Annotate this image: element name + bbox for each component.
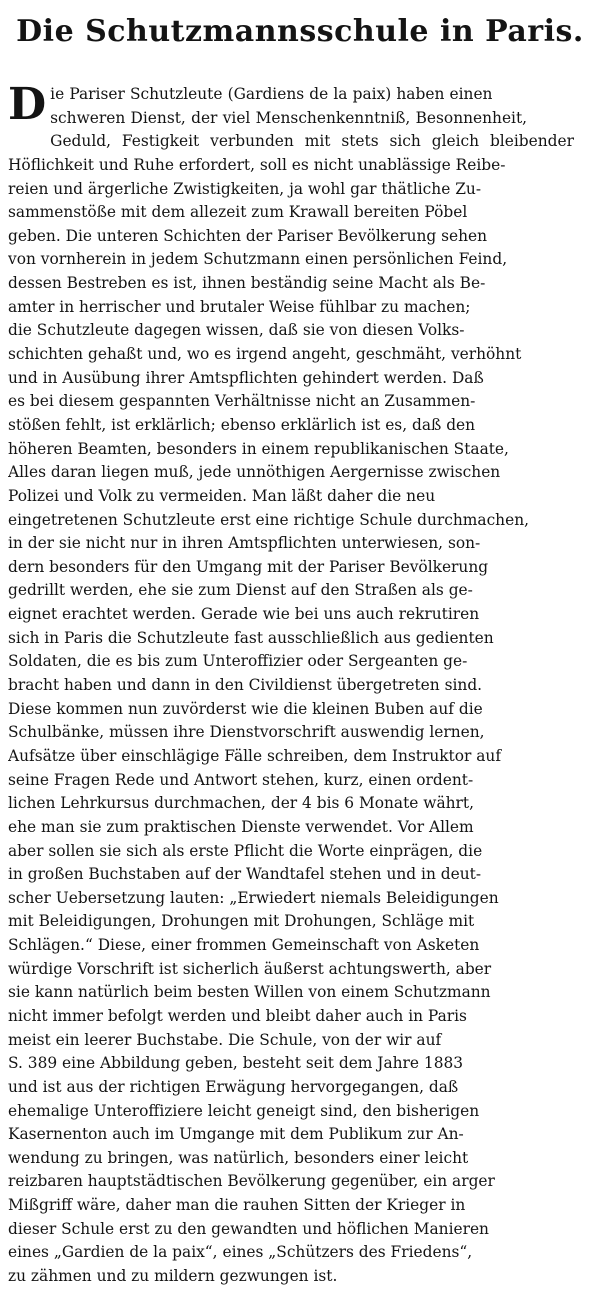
text-line: Alles daran liegen muß, jede unnöthigen Aergernisse zwischen <box>8 463 501 482</box>
text-line: ehe man sie zum praktischen Dienste verwendet. Vor Allem <box>8 817 474 836</box>
article-title: Die Schutzmannsschule in Paris. <box>16 14 584 49</box>
text-line: wendung zu bringen, was natürlich, besonders einer leicht <box>8 1148 469 1167</box>
text-line: Schulbänke, müssen ihre Dienstvorschrift auswendig lernen, <box>8 723 485 742</box>
text-line: sich in Paris die Schutzleute fast ausschließlich aus gedienten <box>8 628 494 647</box>
text-line: Diese kommen nun zuvörderst wie die kleinen Buben auf die <box>8 699 483 718</box>
text-line: Schlägen.“ Diese, einer frommen Gemeinschaft von Asketen <box>8 936 480 955</box>
text-line: bracht haben und dann in den Civildienst übergetreten sind. <box>8 676 483 695</box>
text-line: Höflichkeit und Ruhe erfordert, soll es nicht unablässige Reibe- <box>8 155 506 174</box>
text-line: lichen Lehrkursus durchmachen, der 4 bis 6 Monate währt, <box>8 794 474 813</box>
text-line: höheren Beamten, besonders in einem republikanischen Staate, <box>8 439 509 458</box>
text-line: dern besonders für den Umgang mit der Pariser Bevölkerung <box>8 557 489 576</box>
text-line: Kasernenton auch im Umgange mit dem Publikum zur An- <box>8 1125 464 1144</box>
text-line: S. 389 eine Abbildung geben, besteht seit dem Jahre 1883 <box>8 1054 464 1073</box>
text-line: ehemalige Unteroffiziere leicht geneigt sind, den bisherigen <box>8 1101 480 1120</box>
text-line: Aufsätze über einschlägige Fälle schreiben, dem Instruktor auf <box>8 746 502 765</box>
text-line: ie Pariser Schutzleute (Gardiens de la paix) haben einen <box>50 85 493 103</box>
article-body <box>8 79 592 1289</box>
text-line: stößen fehlt, ist erklärlich; ebenso erklärlich ist es, daß den <box>8 415 476 434</box>
text-line: reien und ärgerliche Zwistigkeiten, ja wohl gar thätliche Zu- <box>8 179 482 198</box>
text-line: sammenstöße mit dem allezeit zum Krawall bereiten Pöbel <box>8 203 468 222</box>
drop-cap: D <box>8 79 47 130</box>
text-line: von vornherein in jedem Schutzmann einen persönlichen Feind, <box>8 250 508 269</box>
text-line: zu zähmen und zu mildern gezwungen ist. <box>8 1267 338 1286</box>
text-line: Mißgriff wäre, daher man die rauhen Sitten der Krieger in <box>8 1196 466 1215</box>
text-line: würdige Vorschrift ist sicherlich äußerst achtungswerth, aber <box>8 959 492 978</box>
text-line: und in Ausübung ihrer Amtspflichten gehindert werden. Daß <box>8 368 484 387</box>
text-line: Geduld, Festigkeit verbunden mit stets sich gleich bleibender <box>50 132 574 151</box>
text-line: amter in herrischer und brutaler Weise fühlbar zu machen; <box>8 297 471 316</box>
text-line: aber sollen sie sich als erste Pflicht die Worte einprägen, die <box>8 841 483 860</box>
text-line: scher Uebersetzung lauten: „Erwiedert niemals Beleidigungen <box>8 888 499 907</box>
text-line: es bei diesem gespannten Verhältnisse nicht an Zusammen- <box>8 392 476 411</box>
text-line: reizbaren hauptstädtischen Bevölkerung gegenüber, ein arger <box>8 1172 495 1191</box>
text-line: seine Fragen Rede und Antwort stehen, kurz, einen ordent- <box>8 770 474 789</box>
text-line: Polizei und Volk zu vermeiden. Man läßt daher die neu <box>8 486 436 505</box>
text-line: dieser Schule erst zu den gewandten und höflichen Manieren <box>8 1219 489 1238</box>
text-line: die Schutzleute dagegen wissen, daß sie von diesen Volks- <box>8 321 465 340</box>
text-line: mit Beleidigungen, Drohungen mit Drohungen, Schläge mit <box>8 912 475 931</box>
text-line: geben. Die unteren Schichten der Pariser Bevölkerung sehen <box>8 226 488 245</box>
text-line: gedrillt werden, ehe sie zum Dienst auf den Straßen als ge- <box>8 581 473 600</box>
text-line: schweren Dienst, der viel Menschenkenntniß, Besonnenheit, <box>50 108 528 127</box>
text-line: und ist aus der richtigen Erwägung hervorgegangen, daß <box>8 1077 459 1096</box>
text-line: dessen Bestreben es ist, ihnen beständig seine Macht als Be- <box>8 274 486 293</box>
text-line: nicht immer befolgt werden und bleibt daher auch in Paris <box>8 1006 467 1025</box>
text-line: Soldaten, die es bis zum Unteroffizier oder Sergeanten ge- <box>8 652 468 671</box>
text-line: meist ein leerer Buchstabe. Die Schule, von der wir auf <box>8 1030 442 1049</box>
text-line: eignet erachtet werden. Gerade wie bei uns auch rekrutiren <box>8 605 480 624</box>
text-line: in der sie nicht nur in ihren Amtspflichten unterwiesen, son- <box>8 534 481 553</box>
text-line: schichten gehaßt und, wo es irgend angeht, geschmäht, verhöhnt <box>8 345 522 364</box>
text-line: eines „Gardien de la paix“, eines „Schützers des Friedens“, <box>8 1243 473 1262</box>
text-line: eingetretenen Schutzleute erst eine richtige Schule durchmachen, <box>8 510 530 529</box>
text-line: in großen Buchstaben auf der Wandtafel stehen und in deut- <box>8 865 482 884</box>
text-line: sie kann natürlich beim besten Willen von einem Schutzmann <box>8 983 491 1002</box>
